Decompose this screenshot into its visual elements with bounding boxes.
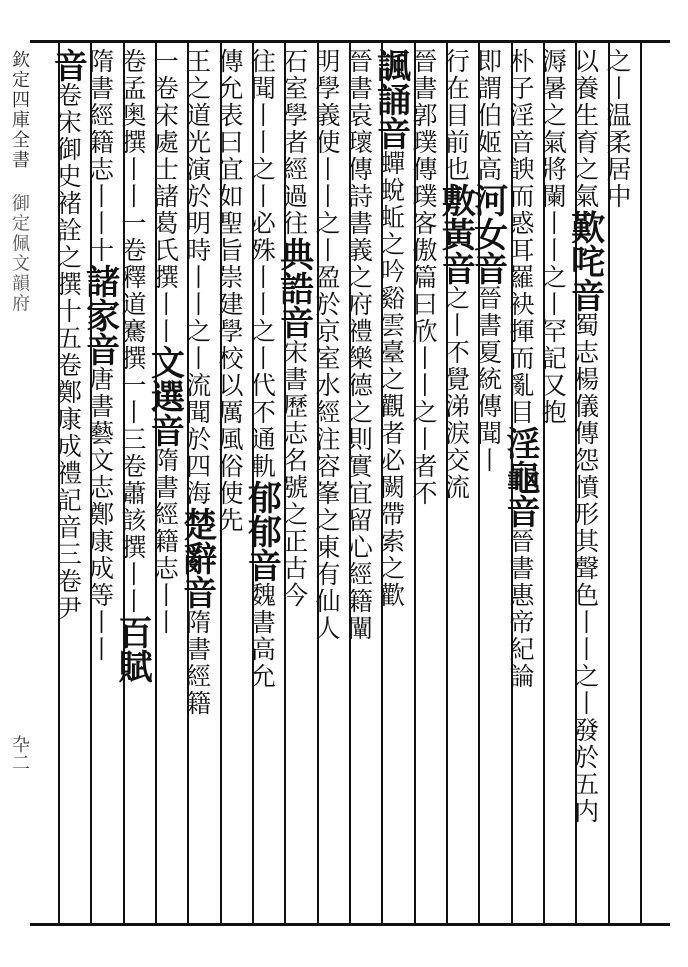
text-run: 十五卷鄭康成禮記音三卷尹 (53, 298, 83, 622)
heading-term: 敷黃音 (435, 183, 476, 285)
text-run: 即謂伯姬高 (473, 48, 503, 183)
text-run: 晉書袁瓌傳詩書義之府禮樂德之則實宜留心經籍闡 (344, 48, 374, 642)
text-run: 丨三卷蕭該撰丨丨 (117, 399, 147, 615)
text-run: 隋書經籍志丨丨十 (85, 48, 115, 264)
text-run: 唐書藝文志鄭康成等丨丨 (85, 366, 115, 663)
text-column (144, 48, 185, 636)
column-rule (640, 40, 642, 923)
text-column (47, 48, 88, 622)
text-column (311, 48, 346, 642)
text-column (499, 48, 540, 690)
text-run: 隋書經籍志丨丨 (150, 447, 180, 636)
text-column (273, 48, 314, 609)
text-column (467, 48, 508, 474)
heading-term: 淫龜音 (499, 426, 540, 528)
text-run: 朴子淫音諛而惑耳羅袂揮而亂目 (505, 48, 535, 426)
text-run: 王之道光演於明時丨丨之丨流聞於四海 (182, 48, 212, 507)
text-column (564, 48, 605, 825)
text-column (111, 48, 152, 683)
heading-term: 音 (47, 48, 88, 82)
text-column (241, 48, 282, 690)
text-column (176, 48, 217, 717)
text-column (214, 48, 249, 534)
heading-term: 百賦 (111, 615, 152, 683)
text-run: 蜀志楊儀傳怨憤形其聲色丨丨之丨發於五内 (570, 312, 600, 825)
text-column (435, 48, 476, 501)
book-title: 欽定四庫全書 (9, 50, 30, 170)
text-column (538, 48, 572, 426)
text-column (602, 48, 637, 210)
text-column (408, 48, 443, 507)
text-run: 行在目前也 (441, 48, 471, 183)
text-run: 隋書經籍 (182, 609, 212, 717)
text-run: 宋書歷志名號之正古今 (279, 339, 309, 609)
text-run: 石室學者經過往 (279, 48, 309, 237)
text-run: 晉書夏統傳聞丨 (473, 285, 503, 474)
heading-term: 文選音 (144, 345, 185, 447)
page-margin-header (2, 50, 32, 313)
heading-term: 典誥音 (273, 237, 314, 339)
heading-term: 楚辭音 (176, 507, 217, 609)
text-run: 之丨不覺涕淚交流 (441, 285, 471, 501)
text-run: 卷孟奥撰丨丨一卷釋道騫撰一 (117, 48, 147, 399)
book-subtitle: 御定佩文韻府 (9, 193, 30, 314)
heading-term: 諷誦音 (370, 48, 411, 150)
text-run: 魏書高允 (247, 582, 277, 690)
text-column (370, 48, 411, 609)
text-run: 必殊丨丨之丨代不通軌 (247, 210, 277, 480)
text-column (79, 48, 120, 663)
text-run: 往聞丨丨之丨 (247, 48, 277, 210)
text-run: 卷宋御史褚詮之撰 (53, 82, 83, 298)
text-run: 之丨温柔居中 (602, 48, 632, 210)
text-run: 蟬蛻蚯之吟谿雲臺之觀者必闕帶索之歡 (376, 150, 406, 609)
heading-term: 郁郁音 (241, 480, 282, 582)
text-run: 傳允表曰宜如聖旨崇建學校以厲風俗使先 (214, 48, 244, 534)
heading-term: 諸家音 (79, 264, 120, 366)
heading-term: 河女音 (467, 183, 508, 285)
text-run: 明學義使丨丨之丨盈於京室水經注容峯之東有仙人 (311, 48, 341, 642)
text-run: 溽暑之氣將闌丨丨之丨罕記又抱 (538, 48, 568, 426)
text-column (344, 48, 378, 642)
heading-term: 歎咤音 (564, 210, 605, 312)
text-run: 晉書惠帝紀論 (505, 528, 535, 690)
text-run: 一卷宋處士諸葛氏撰丨丨 (150, 48, 180, 345)
text-run: 以養生育之氣 (570, 48, 600, 210)
page-number: 卆二 (9, 735, 30, 771)
text-run: 晉書郭璞傳璞客傲篇曰欣丨丨之丨者不 (408, 48, 438, 507)
